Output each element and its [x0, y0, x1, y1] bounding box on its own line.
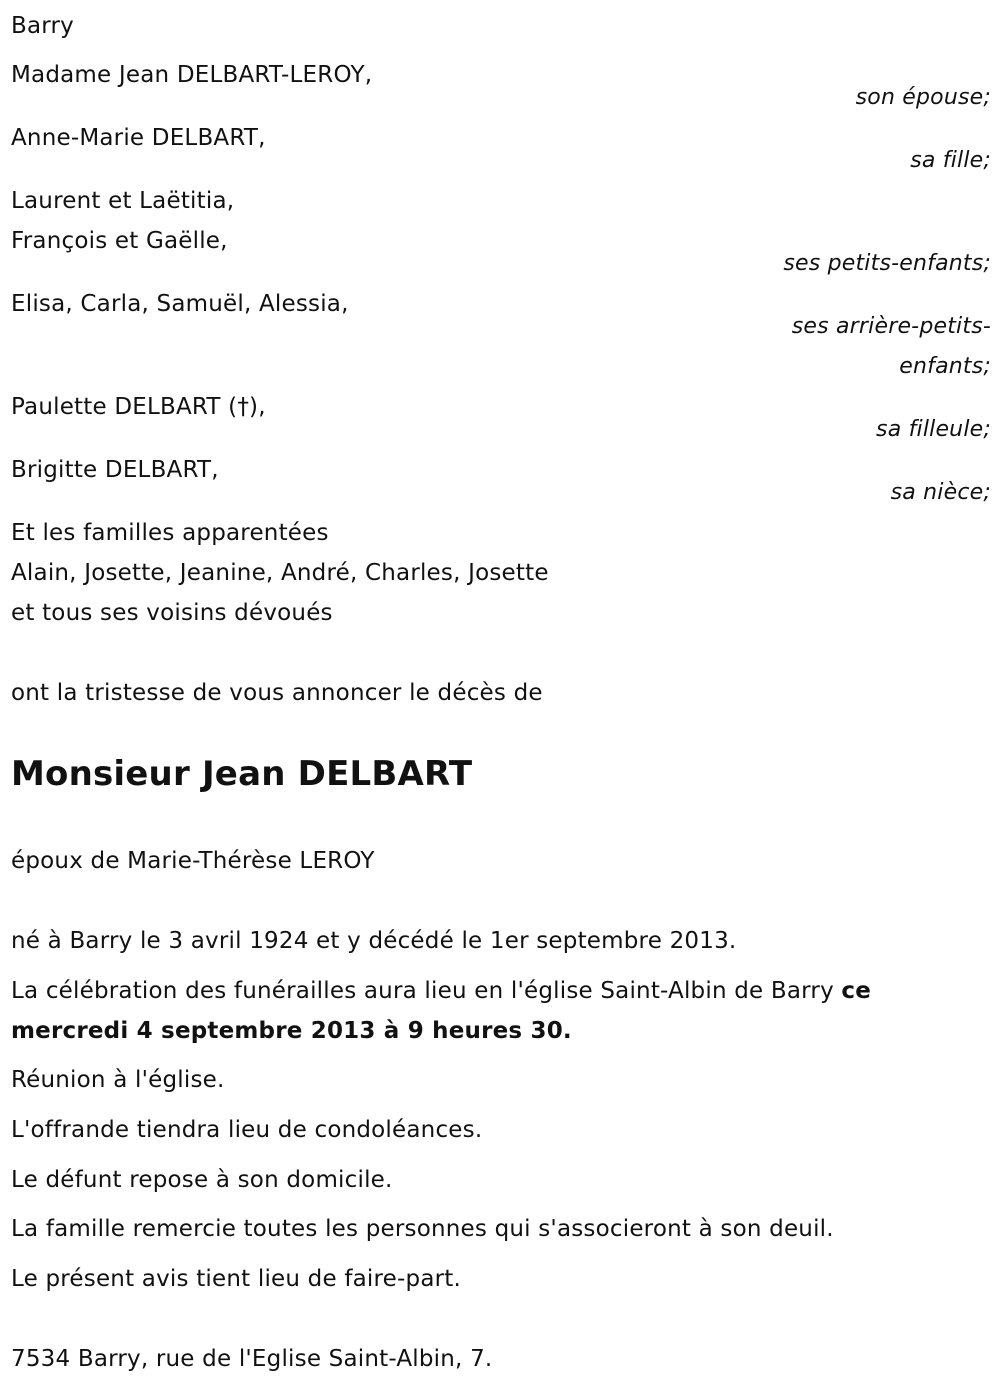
funeral-details — [11, 971, 991, 1051]
family-member-name: Anne-Marie DELBART, — [11, 125, 266, 151]
spouse-line: époux de Marie-Thérèse LEROY — [11, 848, 375, 874]
family-relation: ses petits-enfants; — [783, 251, 991, 276]
birth-death-line: né à Barry le 3 avril 1924 et y décédé le 1er septembre 2013. — [11, 928, 737, 954]
related-families-line: Et les familles apparentées — [11, 520, 329, 546]
family-member-name: Laurent et Laëtitia, — [11, 188, 235, 214]
note-line: Le défunt repose à son domicile. — [11, 1167, 393, 1193]
funeral-text: La célébration des funérailles aura lieu en l'église Saint-Albin de Barry — [11, 978, 842, 1004]
family-member-name: Elisa, Carla, Samuël, Alessia, — [11, 291, 349, 317]
family-member-name: Paulette DELBART (†), — [11, 394, 266, 420]
address-line: 7534 Barry, rue de l'Eglise Saint-Albin, 7. — [11, 1346, 493, 1372]
deceased-name: Monsieur Jean DELBART — [11, 754, 473, 794]
town-heading: Barry — [11, 13, 74, 39]
family-relation: sa nièce; — [890, 480, 991, 505]
note-line: L'offrande tiendra lieu de condoléances. — [11, 1117, 483, 1143]
note-line: Le présent avis tient lieu de faire-part. — [11, 1266, 462, 1292]
family-member-name: Brigitte DELBART, — [11, 457, 219, 483]
family-member-name: François et Gaëlle, — [11, 228, 228, 254]
note-line: La famille remercie toutes les personnes qui s'associeront à son deuil. — [11, 1216, 834, 1242]
announcement-text: ont la tristesse de vous annoncer le décès de — [11, 680, 543, 706]
family-member-name: Madame Jean DELBART-LEROY, — [11, 62, 373, 88]
family-relation: sa filleule; — [876, 417, 991, 442]
family-relation: sa fille; — [910, 148, 991, 173]
family-relation: son épouse; — [855, 85, 991, 110]
note-line: Réunion à l'église. — [11, 1067, 225, 1093]
neighbors-line: et tous ses voisins dévoués — [11, 600, 333, 626]
related-families-names: Alain, Josette, Jeanine, André, Charles, Josette — [11, 560, 549, 586]
family-relation: ses arrière-petits- — [791, 314, 991, 339]
family-relation: enfants; — [899, 354, 991, 379]
funeral-datetime: ce mercredi 4 septembre 2013 à 9 heures 30. — [11, 978, 872, 1044]
